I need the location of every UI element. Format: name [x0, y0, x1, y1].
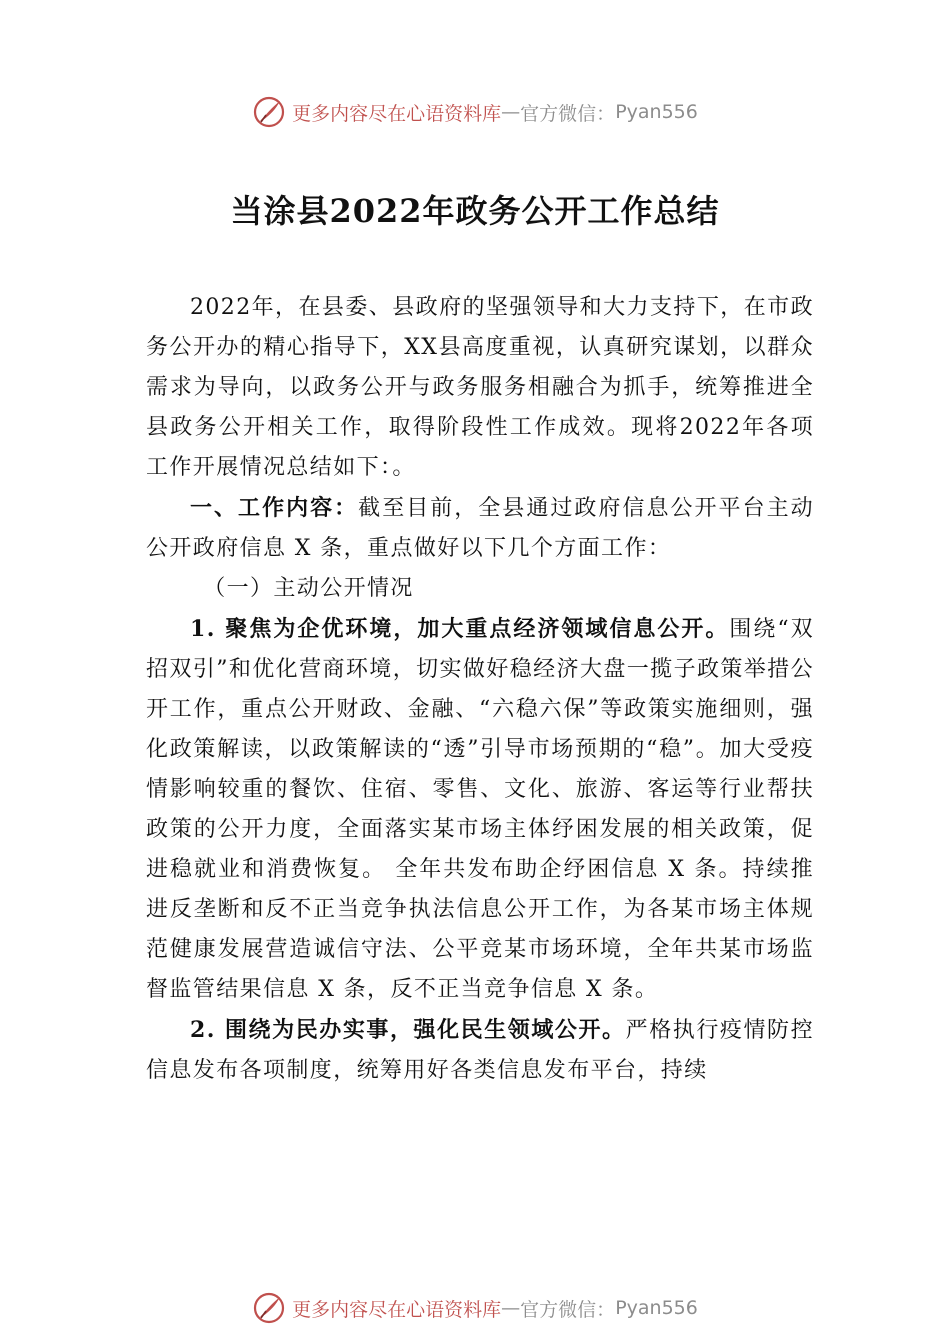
watermark-separator: —: [501, 101, 521, 123]
section-1-text: 截至目前，全县通过政府信息公开平台主动公开政府信息 X 条，重点做好以下几个方面工作：: [146, 496, 814, 561]
watermark-label: 官方微信：: [520, 1298, 616, 1321]
item-2-paragraph: [146, 1010, 814, 1091]
intro-paragraph: 2022年，在县委、县政府的坚强领导和大力支持下，在市政务公开办的精心指导下，XX县高度重视，认真研究谋划，以群众需求为导向，以政务公开与政务服务相融合为抓手，统筹推进全县政务公开相关工作，取得阶段性工作成效。现将2022年各项工作开展情况总结如下：。: [146, 295, 814, 480]
watermark-wechat-id: Pyan556: [615, 101, 698, 123]
section-1-heading: 一、工作内容：: [190, 495, 359, 521]
subsection-1-heading: （一）主动公开情况: [203, 576, 414, 601]
item-2-text: 严格执行疫情防控信息发布各项制度，统筹用好各类信息发布平台，持续: [146, 1018, 814, 1083]
watermark-wechat-id: Pyan556: [615, 1297, 698, 1319]
feather-pen-seal-icon: [252, 95, 286, 129]
document-title: 当涂县2022年政务公开工作总结: [230, 192, 720, 230]
watermark-label: 官方微信：: [520, 102, 616, 125]
watermark-brand: 更多内容尽在心语资料库: [292, 1298, 502, 1321]
feather-pen-seal-icon: [252, 1291, 286, 1325]
watermark-footer: [0, 1291, 950, 1325]
watermark-header: [0, 95, 950, 129]
watermark-separator: —: [501, 1297, 521, 1319]
item-1-paragraph: [146, 609, 814, 1010]
document-body: [146, 288, 814, 1091]
item-1-heading: 1. 聚焦为企优环境，加大重点经济领域信息公开。: [190, 616, 730, 642]
item-2-heading: 2. 围绕为民办实事，强化民生领域公开。: [190, 1017, 626, 1043]
section-1-paragraph: [146, 488, 814, 569]
item-1-text: 围绕“双招双引”和优化营商环境，切实做好稳经济大盘一揽子政策举措公开工作，重点公开财政、金融、“六稳六保”等政策实施细则，强化政策解读，以政策解读的“透”引导市场预期的“稳”。加大受疫情影响较重的餐饮、住宿、零售、文化、旅游、客运等行业帮扶政策的公开力度，全面落实某市场主体纾困发展的相关政策，促进稳就业和消费恢复。 全年共发布助企纾困信息 X 条。持续推进反垄断和反不正当竞争执法信息公开工作，为各某市场主体规范健康发展营造诚信守法、公平竞某市场环境，全年共某市场监督监管结果信息 X 条，反不正当竞争信息 X 条。: [146, 617, 814, 1002]
watermark-brand: 更多内容尽在心语资料库: [292, 102, 502, 125]
